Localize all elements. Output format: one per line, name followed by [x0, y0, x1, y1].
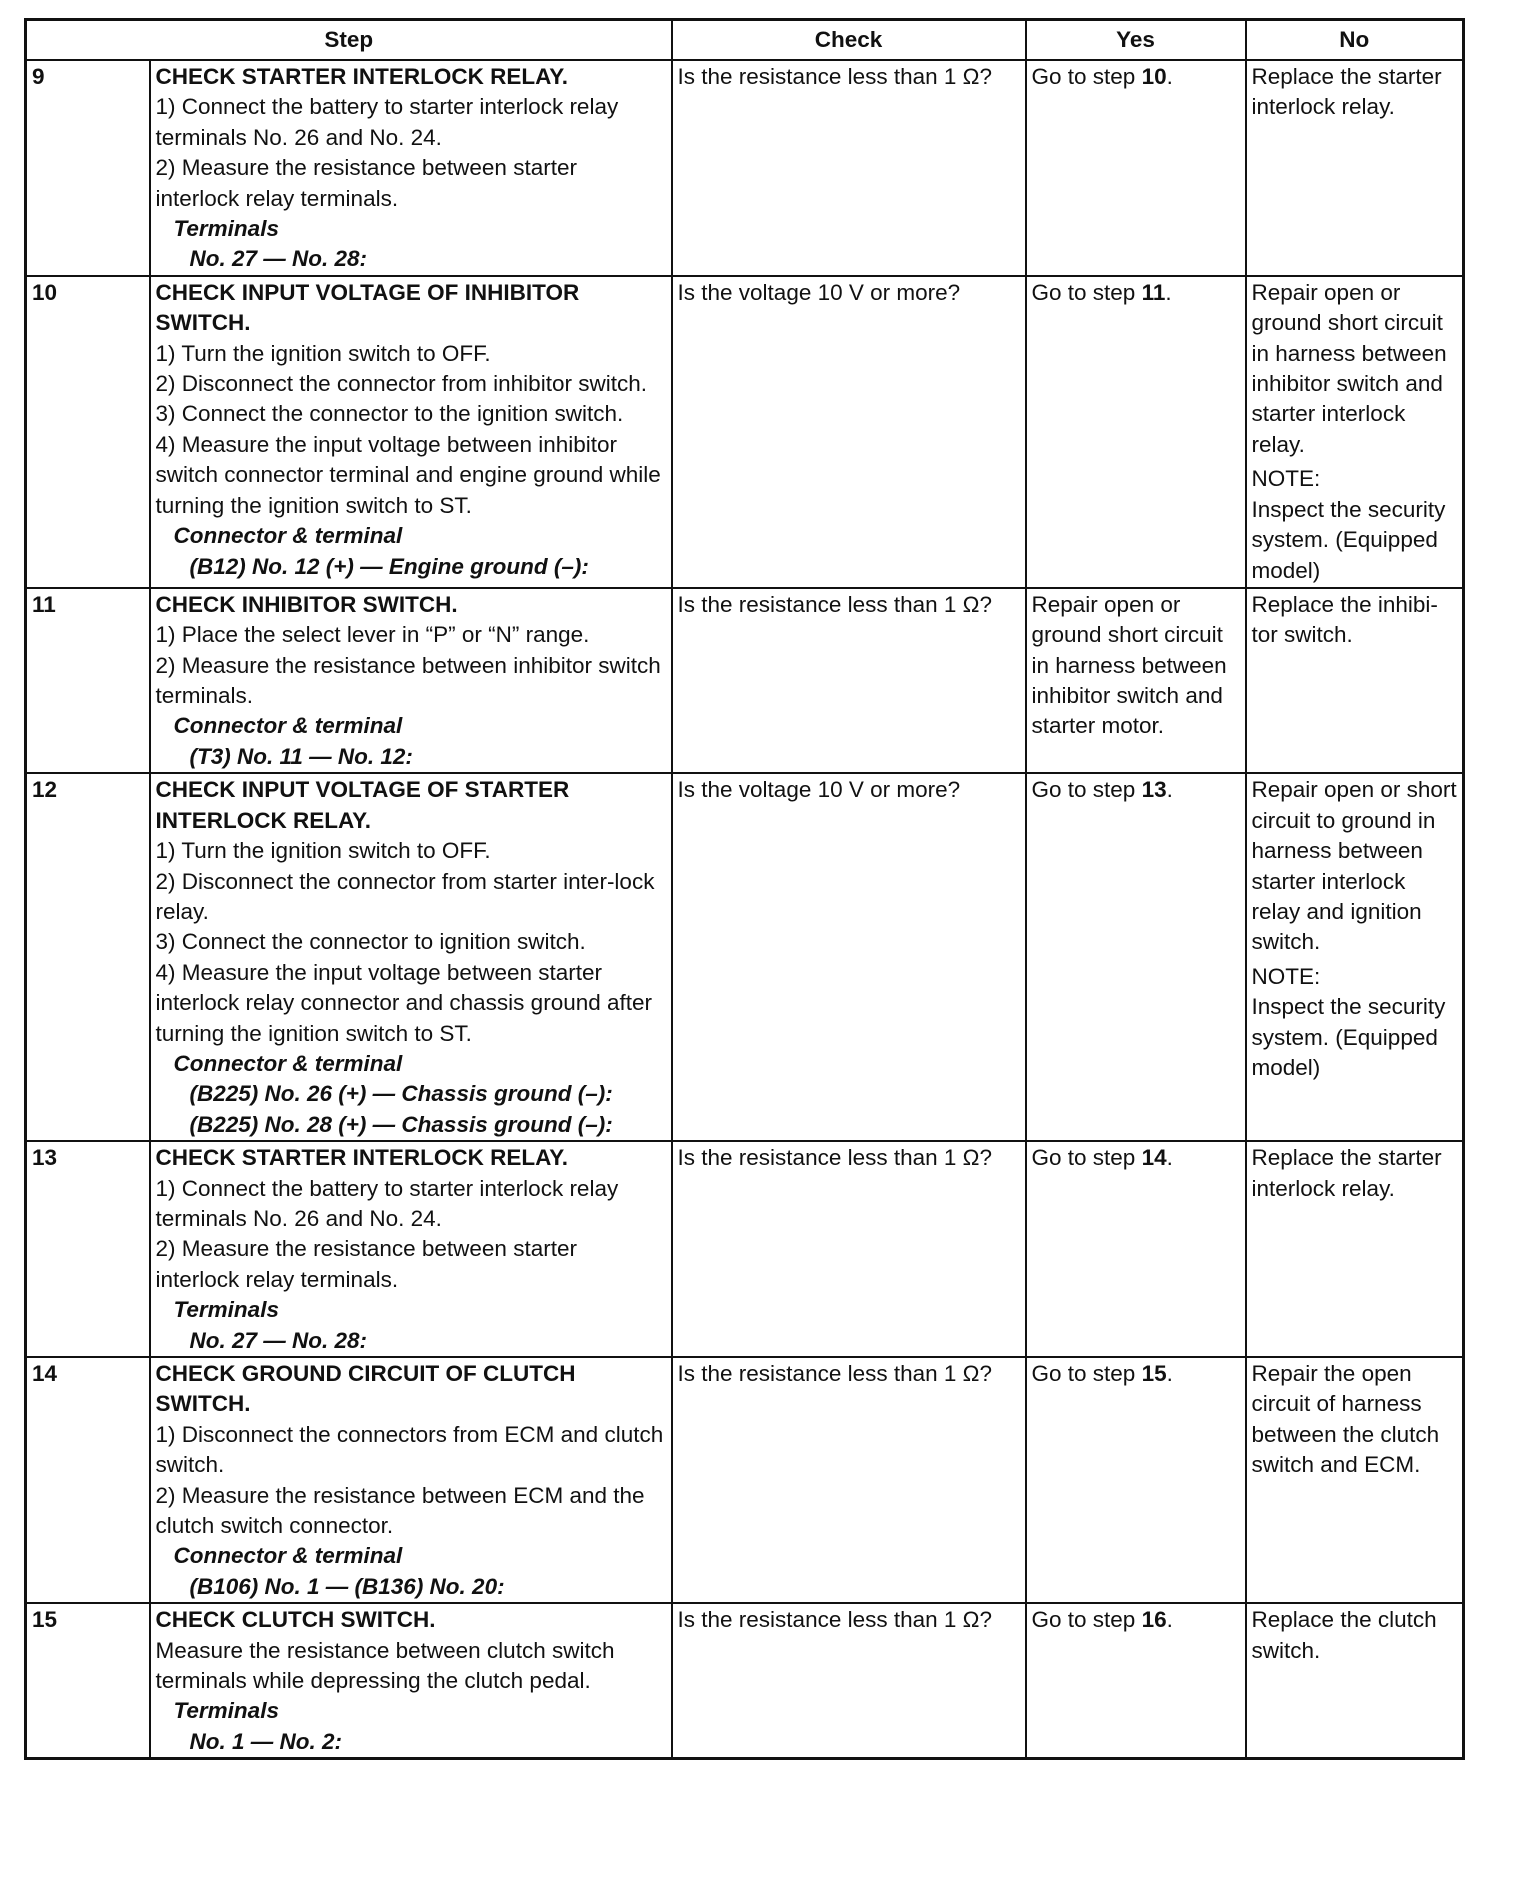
spec-label: Terminals	[173, 1698, 279, 1724]
yes-action	[1026, 1603, 1246, 1759]
step-instruction: 4) Measure the input voltage between starter interlock relay connector and chassis ground after turning the ignition switch to ST.	[155, 959, 653, 1046]
header-no: No	[1246, 20, 1464, 61]
step-title: CHECK INPUT VOLTAGE OF STARTER INTERLOCK RELAY.	[155, 777, 570, 833]
table-row	[26, 1357, 1464, 1603]
table-row	[26, 1603, 1464, 1759]
yes-suffix: .	[1166, 1607, 1173, 1633]
no-text: Replace the inhibi-tor switch.	[1251, 591, 1438, 648]
no-action	[1246, 276, 1464, 588]
no-action	[1246, 773, 1464, 1141]
step-instruction: 3) Connect the connector to ignition switch.	[155, 929, 586, 955]
spec-value: (T3) No. 11 — No. 12:	[189, 743, 413, 769]
step-title: CHECK GROUND CIRCUIT OF CLUTCH SWITCH.	[155, 1361, 576, 1417]
header-row	[26, 20, 1464, 61]
yes-suffix: .	[1166, 1361, 1173, 1386]
yes-suffix: .	[1165, 279, 1172, 305]
yes-suffix: .	[1166, 777, 1173, 803]
spec-label: Terminals	[173, 216, 279, 242]
note-text: Inspect the security system. (Equipped model)	[1251, 496, 1446, 583]
step-instruction: 1) Disconnect the connectors from ECM and clutch switch.	[155, 1421, 664, 1478]
step-instruction: 2) Disconnect the connector from inhibitor switch.	[155, 371, 647, 397]
step-title: CHECK STARTER INTERLOCK RELAY.	[155, 64, 569, 89]
step-description	[150, 773, 672, 1141]
spec-value: No. 1 — No. 2:	[189, 1728, 343, 1754]
step-instruction: 1) Connect the battery to starter interlock relay terminals No. 26 and No. 24.	[155, 94, 619, 150]
header-check: Check	[672, 20, 1026, 61]
table-row	[26, 588, 1464, 773]
spec-label: Connector & terminal	[173, 713, 403, 739]
check-question: Is the resistance less than 1 Ω?	[672, 1357, 1026, 1603]
table-row	[26, 60, 1464, 276]
check-question: Is the voltage 10 V or more?	[672, 773, 1026, 1141]
step-instruction: 2) Disconnect the connector from starter inter-lock relay.	[155, 868, 655, 924]
no-action	[1246, 1141, 1464, 1357]
yes-step-number: 13	[1141, 777, 1167, 803]
step-number: 14	[26, 1357, 150, 1603]
no-action	[1246, 1603, 1464, 1759]
step-number: 11	[26, 588, 150, 773]
yes-action	[1026, 276, 1246, 588]
step-number: 10	[26, 276, 150, 588]
step-description	[150, 588, 672, 773]
step-description	[150, 60, 672, 276]
yes-action	[1026, 1357, 1246, 1603]
no-text: Repair open or ground short circuit in harness between inhibitor switch and starter interlock relay.	[1251, 279, 1447, 457]
yes-prefix: Go to step	[1031, 1361, 1142, 1386]
step-instruction: 2) Measure the resistance between inhibitor switch terminals.	[155, 652, 661, 709]
step-instruction: 4) Measure the input voltage between inhibitor switch connector terminal and engine ground while turning the ignition switch to ST.	[155, 431, 661, 518]
spec-value: No. 27 — No. 28:	[189, 1327, 368, 1353]
spec-value: (B225) No. 26 (+) — Chassis ground (–):	[189, 1081, 613, 1107]
yes-step-number: 14	[1141, 1145, 1167, 1171]
spec-value: (B225) No. 28 (+) — Chassis ground (–):	[189, 1111, 613, 1137]
note-label: NOTE:	[1251, 466, 1321, 492]
yes-step-number: 10	[1141, 64, 1167, 89]
step-instruction: 2) Measure the resistance between ECM and the clutch switch connector.	[155, 1482, 645, 1539]
yes-action	[1026, 1141, 1246, 1357]
no-action	[1246, 60, 1464, 276]
step-instruction: 2) Measure the resistance between starter interlock relay terminals.	[155, 1236, 577, 1292]
table-row	[26, 773, 1464, 1141]
yes-suffix: .	[1166, 1145, 1173, 1171]
no-text: Replace the starter interlock relay.	[1251, 64, 1442, 120]
check-question: Is the voltage 10 V or more?	[672, 276, 1026, 588]
diagnostic-table	[24, 18, 1465, 1760]
yes-action	[1026, 773, 1246, 1141]
step-instruction: 2) Measure the resistance between starter interlock relay terminals.	[155, 155, 577, 211]
check-question: Is the resistance less than 1 Ω?	[672, 588, 1026, 773]
spec-label: Connector & terminal	[173, 1050, 403, 1076]
check-question: Is the resistance less than 1 Ω?	[672, 60, 1026, 276]
step-description	[150, 1141, 672, 1357]
spec-label: Terminals	[173, 1297, 279, 1323]
step-instruction: 1) Place the select lever in “P” or “N” range.	[155, 622, 590, 648]
header-step: Step	[26, 20, 672, 61]
check-question: Is the resistance less than 1 Ω?	[672, 1603, 1026, 1759]
step-title: CHECK STARTER INTERLOCK RELAY.	[155, 1145, 569, 1171]
header-yes: Yes	[1026, 20, 1246, 61]
yes-text: Repair open or ground short circuit in harness between inhibitor switch and starter motor.	[1031, 591, 1227, 739]
step-instruction: 1) Turn the ignition switch to OFF.	[155, 340, 491, 366]
step-instruction: Measure the resistance between clutch switch terminals while depressing the clutch pedal.	[155, 1637, 615, 1694]
step-description	[150, 1603, 672, 1759]
yes-suffix: .	[1166, 64, 1173, 89]
yes-step-number: 15	[1141, 1361, 1167, 1386]
step-title: CHECK INPUT VOLTAGE OF INHIBITOR SWITCH.	[155, 279, 580, 336]
yes-prefix: Go to step	[1031, 1145, 1142, 1171]
yes-prefix: Go to step	[1031, 64, 1142, 89]
step-title: CHECK INHIBITOR SWITCH.	[155, 591, 458, 617]
spec-value: (B106) No. 1 — (B136) No. 20:	[189, 1573, 505, 1599]
yes-action	[1026, 60, 1246, 276]
check-question: Is the resistance less than 1 Ω?	[672, 1141, 1026, 1357]
step-description	[150, 1357, 672, 1603]
table-row	[26, 276, 1464, 588]
step-instruction: 1) Turn the ignition switch to OFF.	[155, 838, 491, 864]
step-number: 9	[26, 60, 150, 276]
yes-step-number: 16	[1141, 1607, 1167, 1633]
step-number: 15	[26, 1603, 150, 1759]
yes-action	[1026, 588, 1246, 773]
step-instruction: 1) Connect the battery to starter interlock relay terminals No. 26 and No. 24.	[155, 1175, 619, 1231]
spec-label: Connector & terminal	[173, 1543, 403, 1569]
note-label: NOTE:	[1251, 963, 1321, 989]
step-description	[150, 276, 672, 588]
no-text: Repair the open circuit of harness between the clutch switch and ECM.	[1251, 1361, 1440, 1478]
no-text: Repair open or short circuit to ground in harness between starter interlock relay and ignition switch.	[1251, 777, 1457, 955]
step-title: CHECK CLUTCH SWITCH.	[155, 1607, 436, 1633]
no-text: Replace the clutch switch.	[1251, 1607, 1437, 1663]
spec-value: (B12) No. 12 (+) — Engine ground (–):	[189, 553, 589, 579]
step-number: 13	[26, 1141, 150, 1357]
yes-step-number: 11	[1141, 279, 1166, 305]
yes-prefix: Go to step	[1031, 279, 1142, 305]
note-text: Inspect the security system. (Equipped model)	[1251, 994, 1446, 1080]
yes-prefix: Go to step	[1031, 1607, 1142, 1633]
no-action	[1246, 1357, 1464, 1603]
spec-label: Connector & terminal	[173, 523, 403, 549]
yes-prefix: Go to step	[1031, 777, 1142, 803]
step-instruction: 3) Connect the connector to the ignition switch.	[155, 401, 624, 427]
no-text: Replace the starter interlock relay.	[1251, 1145, 1442, 1201]
table-row	[26, 1141, 1464, 1357]
no-action	[1246, 588, 1464, 773]
step-number: 12	[26, 773, 150, 1141]
spec-value: No. 27 — No. 28:	[189, 246, 368, 272]
